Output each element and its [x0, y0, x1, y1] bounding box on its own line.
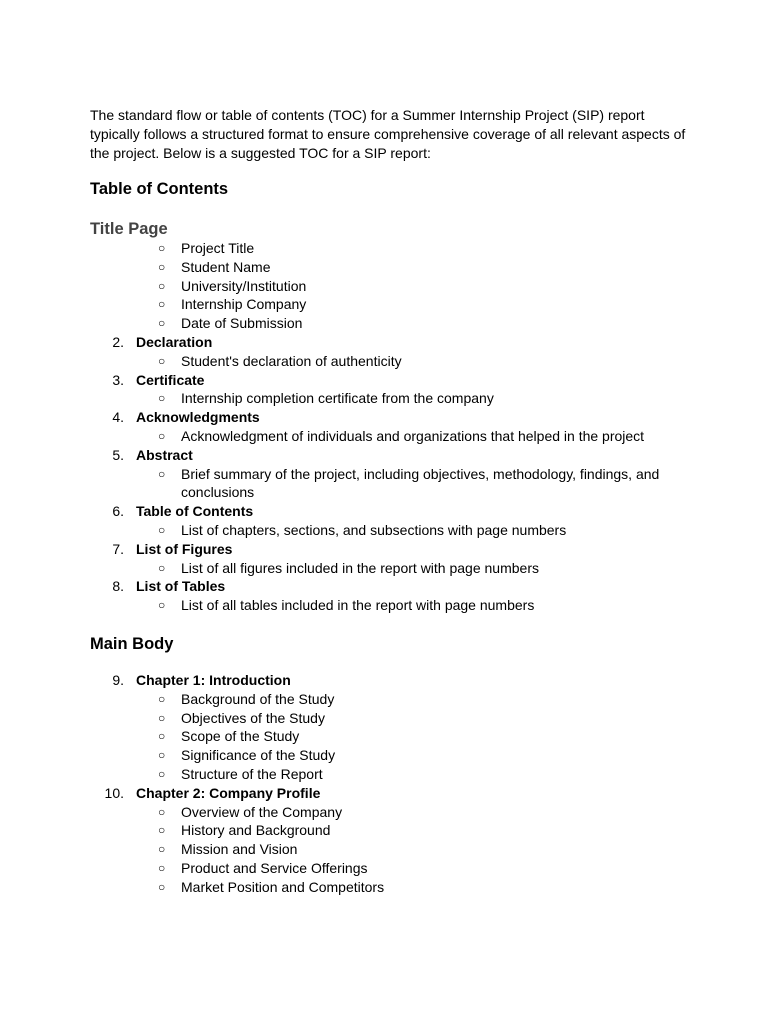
list-item-text: Product and Service Offerings — [181, 859, 368, 876]
list-item-text: List of all tables included in the report with page numbers — [181, 597, 535, 614]
toc-entry-number: 3. — [112, 371, 124, 388]
list-item — [90, 465, 690, 503]
hollow-circle-bullet-icon: ○ — [158, 710, 166, 725]
toc-entry-number: 10. — [104, 784, 124, 801]
list-item — [90, 821, 690, 840]
toc-entry-number: 8. — [112, 578, 124, 595]
toc-entry — [90, 577, 690, 615]
toc-entry — [90, 671, 690, 784]
list-item — [90, 277, 690, 296]
toc-entry-title: Table of Contents — [136, 503, 254, 520]
main-body-list — [90, 671, 690, 897]
toc-entry-sublist — [90, 465, 690, 503]
list-item-text: Project Title — [181, 240, 255, 256]
list-item-text: Internship Company — [181, 296, 307, 313]
toc-entry — [90, 784, 690, 897]
list-item-text: List of all figures included in the report with page numbers — [181, 559, 539, 576]
list-item-text: History and Background — [181, 822, 331, 839]
list-item — [90, 314, 690, 333]
toc-entry-number: 6. — [112, 503, 124, 520]
toc-entry-title: Chapter 2: Company Profile — [136, 784, 321, 801]
toc-entry-sublist — [90, 521, 690, 540]
list-item — [90, 427, 690, 446]
toc-entry-number: 4. — [112, 409, 124, 426]
toc-entry-sublist — [90, 389, 690, 408]
list-item-text: List of chapters, sections, and subsections with page numbers — [181, 521, 567, 538]
hollow-circle-bullet-icon: ○ — [158, 823, 166, 838]
list-item — [90, 878, 690, 897]
hollow-circle-bullet-icon: ○ — [158, 466, 166, 481]
hollow-circle-bullet-icon: ○ — [158, 278, 166, 293]
title-page-heading: Title Page — [90, 220, 168, 238]
list-item — [90, 596, 690, 615]
hollow-circle-bullet-icon: ○ — [158, 241, 166, 255]
front-matter-list — [90, 333, 690, 615]
list-item — [90, 709, 690, 728]
toc-entry-number: 5. — [112, 446, 124, 463]
list-item — [90, 690, 690, 709]
list-item — [90, 727, 690, 746]
list-item-text: Background of the Study — [181, 690, 335, 707]
list-item — [90, 239, 690, 258]
toc-entry-sublist — [90, 690, 690, 784]
toc-entry — [90, 333, 690, 371]
hollow-circle-bullet-icon: ○ — [158, 522, 166, 537]
toc-entry-sublist — [90, 596, 690, 615]
hollow-circle-bullet-icon: ○ — [158, 691, 166, 706]
toc-entry-sublist — [90, 427, 690, 446]
toc-entry-sublist — [90, 803, 690, 897]
list-item — [90, 746, 690, 765]
list-item-text: Student Name — [181, 258, 271, 275]
hollow-circle-bullet-icon: ○ — [158, 766, 166, 781]
list-item — [90, 389, 690, 408]
toc-entry-number: 7. — [112, 540, 124, 557]
hollow-circle-bullet-icon: ○ — [158, 842, 166, 857]
hollow-circle-bullet-icon: ○ — [158, 860, 166, 875]
hollow-circle-bullet-icon: ○ — [158, 259, 166, 274]
list-item — [90, 521, 690, 540]
toc-entry-title: Acknowledgments — [136, 409, 260, 426]
title-page-list — [90, 239, 690, 333]
hollow-circle-bullet-icon: ○ — [158, 804, 166, 819]
hollow-circle-bullet-icon: ○ — [158, 879, 166, 894]
list-item-text: Acknowledgment of individuals and organizations that helped in the project — [181, 427, 645, 444]
toc-entry-sublist — [90, 559, 690, 578]
toc-entry-title: Certificate — [136, 371, 205, 388]
list-item — [90, 765, 690, 784]
hollow-circle-bullet-icon: ○ — [158, 353, 166, 368]
hollow-circle-bullet-icon: ○ — [158, 316, 166, 331]
intro-paragraph: The standard flow or table of contents (TOC) for a Summer Internship Project (SIP) report typically follows a structured format to ensure comprehensive coverage of all relevant aspects of the project. Below is a suggested TOC for a SIP report: — [90, 107, 686, 161]
list-item-text: Structure of the Report — [181, 765, 323, 782]
toc-entry — [90, 540, 690, 578]
document-page — [90, 106, 690, 897]
list-item-text: Mission and Vision — [181, 841, 298, 858]
list-item — [90, 859, 690, 878]
toc-entry-title: Abstract — [136, 446, 193, 463]
list-item — [90, 803, 690, 822]
hollow-circle-bullet-icon: ○ — [158, 729, 166, 744]
list-item-text: Date of Submission — [181, 315, 303, 332]
toc-entry-title: Declaration — [136, 333, 213, 350]
hollow-circle-bullet-icon: ○ — [158, 748, 166, 763]
toc-entry-title: Chapter 1: Introduction — [136, 671, 291, 688]
toc-entry — [90, 446, 690, 502]
toc-entry-title: List of Tables — [136, 578, 226, 595]
list-item — [90, 559, 690, 578]
toc-entry — [90, 502, 690, 540]
toc-heading: Table of Contents — [90, 180, 229, 198]
list-item-text: Overview of the Company — [181, 803, 343, 820]
list-item-text: Brief summary of the project, including objectives, methodology, findings, and conclusions — [181, 465, 660, 501]
hollow-circle-bullet-icon: ○ — [158, 391, 166, 406]
toc-entry-sublist — [90, 352, 690, 371]
list-item — [90, 258, 690, 277]
list-item — [90, 840, 690, 859]
list-item-text: University/Institution — [181, 277, 307, 294]
list-item-text: Internship completion certificate from the company — [181, 390, 494, 407]
list-item — [90, 295, 690, 314]
toc-entry-number: 9. — [112, 671, 124, 688]
list-item-text: Market Position and Competitors — [181, 878, 385, 895]
hollow-circle-bullet-icon: ○ — [158, 297, 166, 312]
toc-entry — [90, 408, 690, 446]
list-item-text: Objectives of the Study — [181, 709, 325, 726]
hollow-circle-bullet-icon: ○ — [158, 560, 166, 575]
list-item-text: Scope of the Study — [181, 728, 300, 745]
list-item-text: Student's declaration of authenticity — [181, 352, 402, 369]
list-item-text: Significance of the Study — [181, 747, 336, 764]
toc-entry-title: List of Figures — [136, 540, 233, 557]
hollow-circle-bullet-icon: ○ — [158, 598, 166, 613]
main-body-heading: Main Body — [90, 634, 174, 653]
hollow-circle-bullet-icon: ○ — [158, 428, 166, 443]
toc-entry-number: 2. — [112, 333, 124, 350]
list-item — [90, 352, 690, 371]
toc-entry — [90, 371, 690, 409]
